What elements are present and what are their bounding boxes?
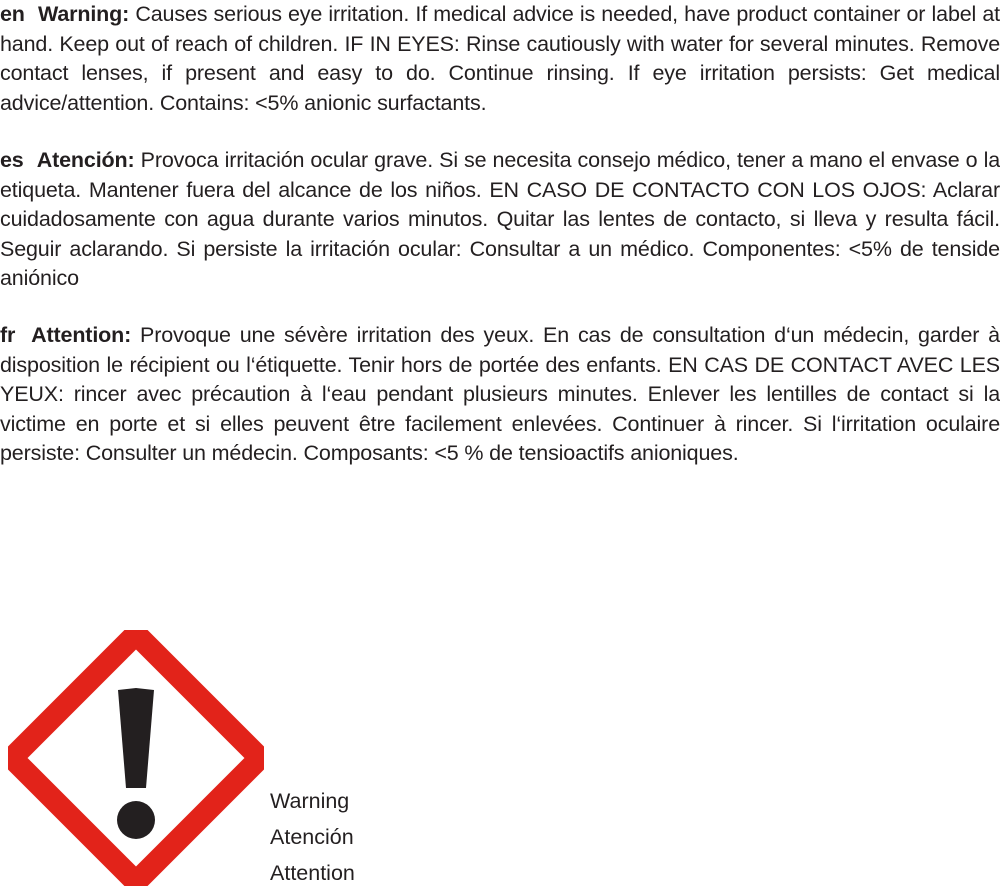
hazard-block-fr	[0, 321, 1000, 469]
signal-word-fr: Attention:	[31, 323, 132, 347]
hazard-statement-fr: Provoque une sévère irritation des yeux. En cas de consultation d‘un médecin, garder à disposition le récipient ou l‘étiquette. Tenir hors de portée des enfants. EN CAS DE CONTACT AVEC LES YEUX: rincer avec précaution à l‘eau pendant plusieurs minutes. Enlever les lentilles de contact si la victime en porte et si elles peuvent être facilement enlevées. Continuer à rincer. Si l‘irritation oculaire persiste: Consulter un médecin. Composants: <5 % de tensioactifs anioniques.	[0, 323, 1000, 465]
signal-word-list-item-en: Warning	[270, 789, 350, 813]
signal-word-list	[270, 783, 355, 891]
pictogram-area	[0, 620, 1000, 895]
language-code-en: en	[0, 2, 25, 26]
signal-word-list-item-fr: Attention	[270, 861, 355, 885]
hazard-statement-es: Provoca irritación ocular grave. Si se necesita consejo médico, tener a mano el envase o la etiqueta. Mantener fuera del alcance de los niños. EN CASO DE CONTACTO CON LOS OJOS: Aclarar cuidadosamente con agua durante varios minutos. Quitar las lentes de contacto, si lleva y resulta fácil. Seguir aclarando. Si persiste la irritación ocular: Consultar a un médico. Componentes: <5% de tenside aniónico	[0, 148, 1000, 290]
hazard-block-en	[0, 0, 1000, 118]
signal-word-en: Warning:	[38, 2, 130, 26]
ghs07-exclamation-mark-icon	[8, 630, 264, 886]
signal-word-list-item-es: Atención	[270, 825, 354, 849]
language-code-es: es	[0, 148, 24, 172]
hazard-block-es	[0, 146, 1000, 294]
signal-word-es: Atención:	[36, 148, 135, 172]
hazard-statement-en: Causes serious eye irritation. If medical advice is needed, have product container or label at hand. Keep out of reach of children. IF IN EYES: Rinse cautiously with water for several minutes. Remove contact lenses, if present and easy to do. Continue rinsing. If eye irritation persists: Get medical advice/attention. Contains: <5% anionic surfactants.	[0, 2, 1000, 115]
language-code-fr: fr	[0, 323, 16, 347]
